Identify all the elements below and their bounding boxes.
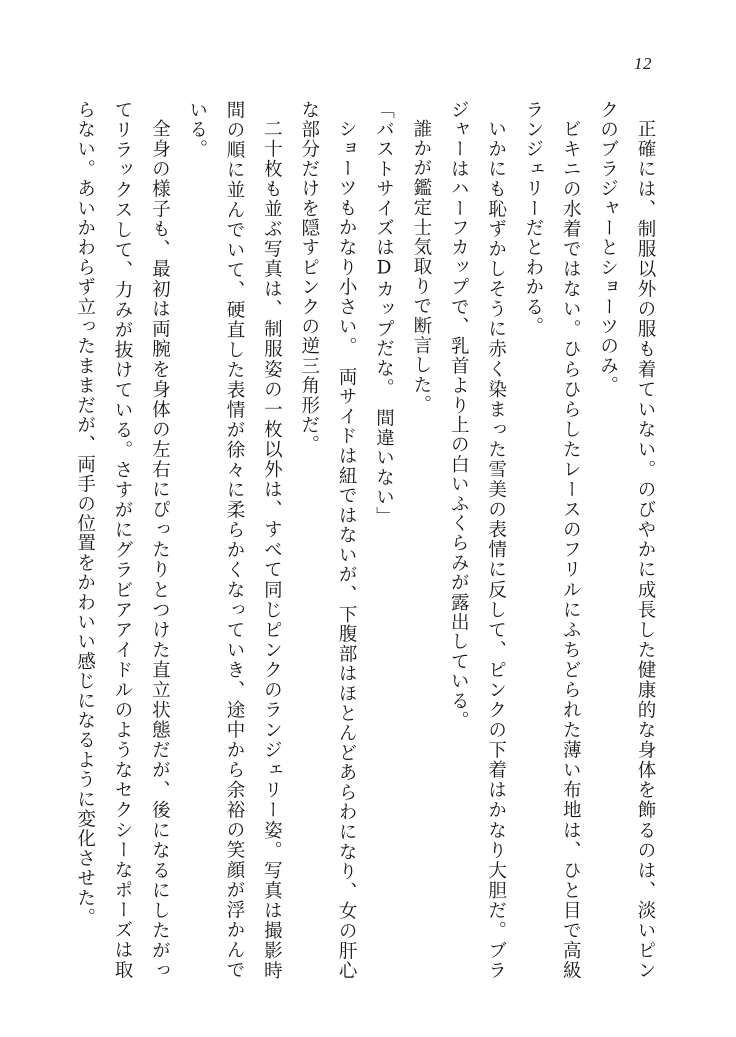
- paragraph: ショーツもかなり小さい。 両サイドは紐ではないが、下腹部はほとんどあらわになり、女の肝心な部分だけを隠すピンクの逆三角形だ。: [298, 100, 358, 980]
- body-text: [72, 100, 664, 980]
- paragraph: 二十枚も並ぶ写真は、制服姿の一枚以外は、すべて同じピンクのランジェリー姿。写真は撮影時間の順に並んでいて、硬直した表情が徐々に柔らかくなっていき、途中から余裕の笑顔が浮かんでいる。: [186, 100, 283, 980]
- paragraph: ビキニの水着ではない。ひらひらしたレースのフリルにふちどられた薄い布地は、ひと目で高級ランジェリーだとわかる。: [522, 100, 582, 980]
- paragraph: 全身の様子も、最初は両腕を身体の左右にぴったりとつけた直立状態だが、後になるにしたがってリラックスして、力みが抜けている。さすがにグラビアアイドルのようなセクシーなポーズは取らない。あいかわらず立ったままだが、両手の位置をかわいい感じになるように変化させた。: [74, 100, 171, 980]
- paragraph: いかにも恥ずかしそうに赤く染まった雪美の表情に反して、ピンクの下着はかなり大胆だ。ブラジャーはハーフカップで、乳首より上の白いふくらみが露出している。: [448, 100, 507, 980]
- paragraph: 誰かが鑑定士気取りで断言した。: [410, 118, 432, 414]
- page-number: 12: [634, 54, 652, 73]
- paragraph-dialogue: 「バストサイズはDカップだな。 間違いない」: [373, 100, 395, 527]
- paragraph: 正確には、制服以外の服も着ていない。のびやかに成長した健康的な身体を飾るのは、淡いピンクのブラジャーとショーツのみ。: [597, 100, 656, 980]
